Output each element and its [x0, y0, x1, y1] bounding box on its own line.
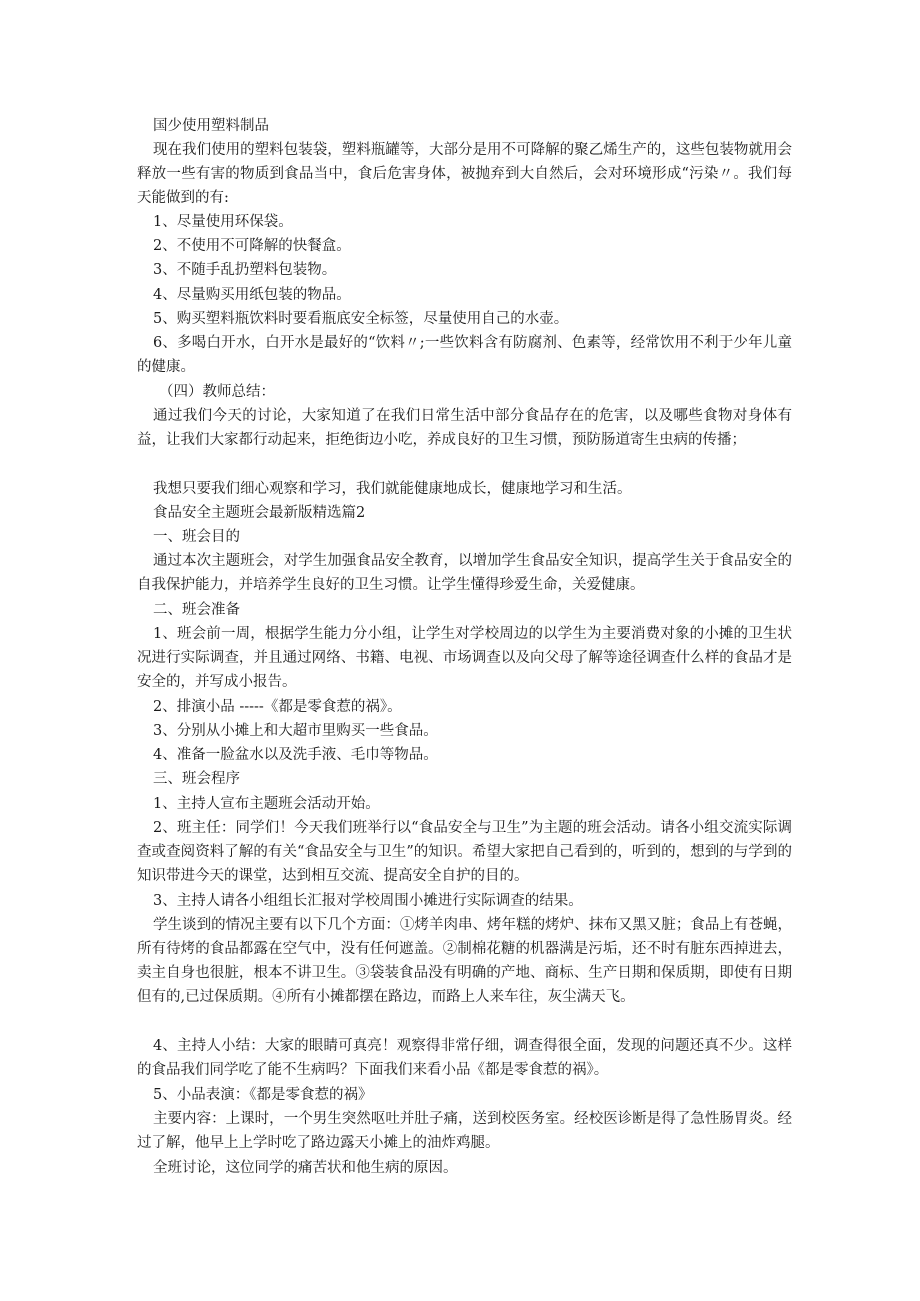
paragraph-item-6: 6、多喝白开水，白开水是最好的“饮料〃;一些饮料含有防腐剂、色素等，经常饮用不利于少年儿童的健康。 — [137, 335, 792, 375]
paragraph-heading-plastics: 国少使用塑料制品 — [153, 118, 269, 134]
paragraph-prep-1: 1、班会前一周，根据学生能力分小组，让学生对学校周边的以学生为主要消费对象的小摊的卫生状况进行实际调查，并且通过网络、书籍、电视、市场调查以及向父母了解等途径调查什么样的食品才是安全的，并写成小报告。 — [137, 626, 792, 690]
paragraph-heading-preparation: 二、班会准备 — [153, 602, 240, 618]
paragraph-item-4: 4、尽量购买用纸包装的物品。 — [153, 287, 351, 303]
paragraph-item-3: 3、不随手乱扔塑料包装物。 — [153, 262, 337, 278]
paragraph-prep-2: 2、排演小品 -----《都是零食惹的祸》。 — [153, 699, 402, 715]
paragraph-prep-4: 4、准备一脸盆水以及洗手液、毛巾等物品。 — [153, 747, 438, 763]
paragraph-proc-5: 5、小品表演：《都是零食惹的祸》 — [153, 1087, 373, 1103]
paragraph-class-discussion: 全班讨论，这位同学的痛苦状和他生病的原因。 — [153, 1160, 458, 1176]
paragraph-item-2: 2、不使用不可降解的快餐盒。 — [153, 238, 351, 254]
paragraph-prep-3: 3、分别从小摊上和大超市里购买一些食品。 — [153, 723, 438, 739]
paragraph-teacher-summary: 通过我们今天的讨论，大家知道了在我们日常生活中部分食品存在的危害，以及哪些食物对身体有益，让我们大家都行动起来，拒绝街边小吃，养成良好的卫生习惯，预防肠道寄生虫病的传播； — [137, 408, 792, 448]
paragraph-skit-content: 主要内容：上课时，一个男生突然呕吐并肚子痛，送到校医务室。经校医诊断是得了急性肠胃炎。经过了解，他早上上学时吃了路边露天小摊上的油炸鸡腿。 — [137, 1111, 792, 1151]
paragraph-item-1: 1、尽量使用环保袋。 — [153, 214, 293, 230]
paragraph-heading-teacher-summary: （四）教师总结： — [159, 384, 275, 400]
paragraph-proc-2: 2、班主任：同学们！今天我们班举行以“食品安全与卫生”为主题的班会活动。请各小组交流实际调查或查阅资料了解的有关“食品安全与卫生”的知识。希望大家把自己看到的，听到的，想到的与学到的知识带进今天的课堂，达到相互交流、提高安全自护的目的。 — [137, 820, 792, 884]
paragraph-goals: 通过本次主题班会，对学生加强食品安全教育，以增加学生食品安全知识，提高学生关于食品安全的自我保护能力，并培养学生良好的卫生习惯。让学生懂得珍爱生命，关爱健康。 — [137, 553, 792, 593]
paragraph-heading-procedure: 三、班会程序 — [153, 771, 240, 787]
section-title-part-2: 食品安全主题班会最新版精选篇2 — [153, 505, 366, 521]
paragraph-closing: 我想只要我们细心观察和学习，我们就能健康地成长，健康地学习和生活。 — [153, 481, 632, 497]
paragraph-item-5: 5、购买塑料瓶饮料时要看瓶底安全标签，尽量使用自己的水壶。 — [153, 311, 569, 327]
paragraph-proc-1: 1、主持人宣布主题班会活动开始。 — [153, 796, 380, 812]
paragraph-proc-3: 3、主持人请各小组组长汇报对学校周围小摊进行实际调查的结果。 — [153, 893, 583, 909]
paragraph-heading-goals: 一、班会目的 — [153, 529, 240, 545]
paragraph-survey-findings: 学生谈到的情况主要有以下几个方面：①烤羊肉串、烤年糕的烤炉、抹布又黑又脏；食品上有苍蝇，所有待烤的食品都露在空气中，没有任何遮盖。②制棉花糖的机器满是污垢，还不时有脏东西掉进去，卖主自身也很脏，根本不讲卫生。③袋装食品没有明确的产地、商标、生产日期和保质期，即使有日期但有的,已过保质期。④所有小摊都摆在路边，而路上人来车往，灰尘满天飞。 — [137, 917, 792, 1005]
paragraph-plastics-intro: 现在我们使用的塑料包装袋，塑料瓶罐等，大部分是用不可降解的聚乙烯生产的，这些包装物就用会释放一些有害的物质到食品当中，食后危害身体，被抛弃到大自然后，会对环境形成“污染〃。我们每天能做到的有: — [137, 142, 792, 206]
paragraph-proc-4: 4、主持人小结：大家的眼睛可真亮！观察得非常仔细，调查得很全面，发现的问题还真不少。这样的食品我们同学吃了能不生病吗？下面我们来看小品《都是零食惹的祸》。 — [137, 1038, 792, 1078]
